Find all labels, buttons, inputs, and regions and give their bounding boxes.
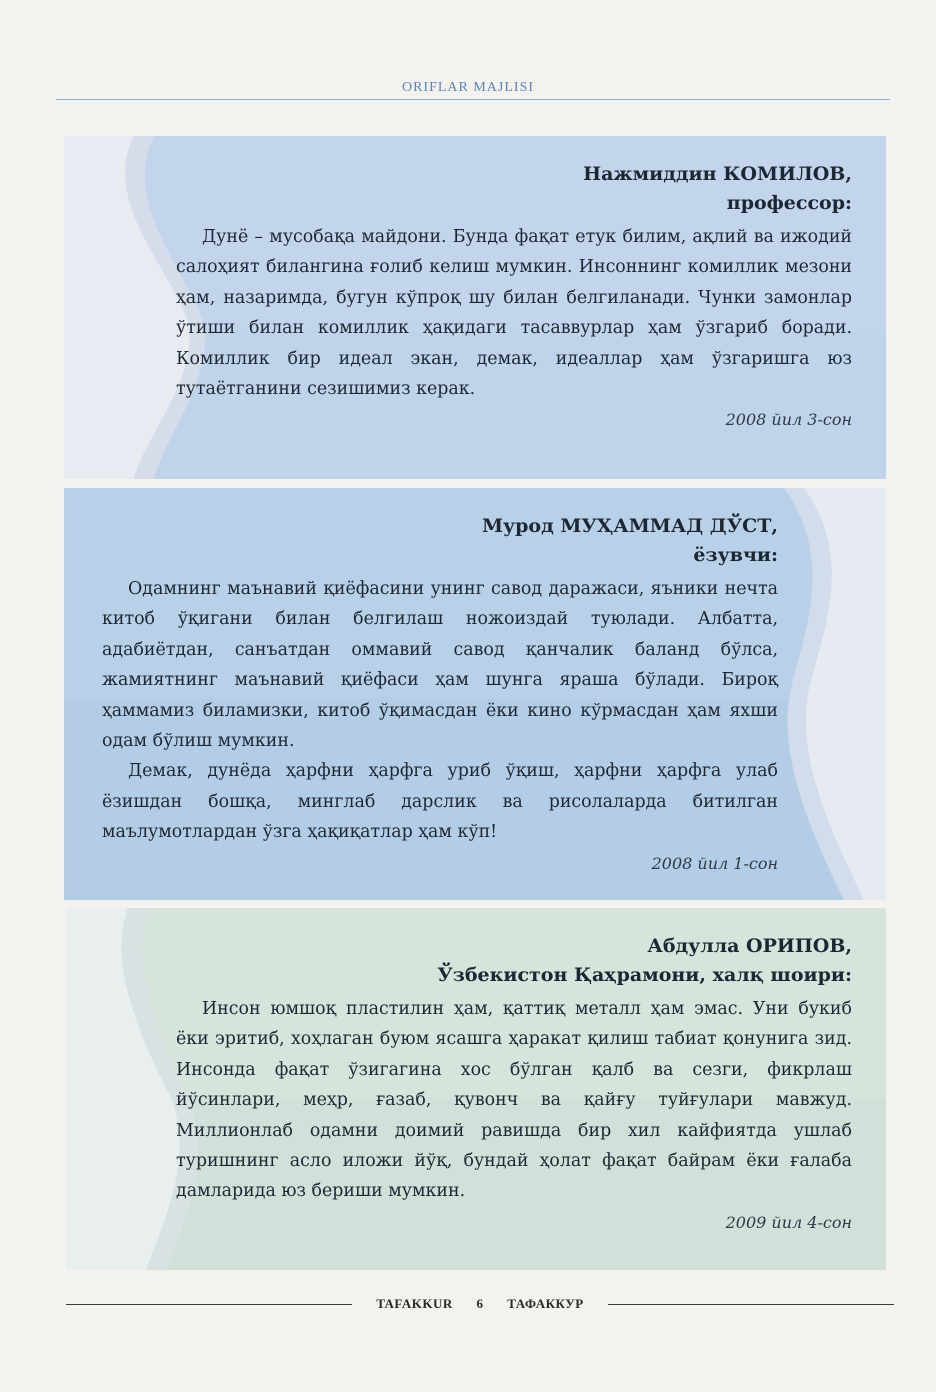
quote-text [176, 222, 852, 404]
quote-panel-komilov [64, 136, 886, 479]
footer-rule-right [608, 1304, 894, 1305]
footer [352, 1296, 608, 1312]
footer-title-cyrillic: ТАФАККУР [507, 1296, 584, 1311]
author-role: ёзувчи: [693, 544, 778, 566]
author-name: Мурод МУҲАММАД ДЎСТ, [481, 515, 778, 537]
footer-rule-left [66, 1304, 352, 1305]
running-head: ORIFLAR MAJLISI [401, 80, 535, 95]
quote-text [102, 574, 778, 848]
author-name: Нажмиддин КОМИЛОВ, [583, 163, 852, 185]
author-role: профессор: [726, 192, 852, 214]
quote-content [176, 932, 852, 1232]
quote-paragraph: Демак, дунёда ҳарфни ҳарфга уриб ўқиш, ҳарфни ҳарфга улаб ёзишдан бошқа, минглаб дарслик ва рисолаларда битилган маълумотлардан ўзга ҳақиқатлар ҳам кўп! [102, 761, 778, 843]
source-citation: 2008 йил 1-сон [651, 853, 778, 873]
source-citation: 2009 йил 4-сон [725, 1212, 852, 1232]
quote-panel-oripov [66, 908, 886, 1270]
quote-paragraph: Дунё – мусобақа майдони. Бунда фақат етук билим, ақлий ва ижодий салоҳият билангина ғолиб келиш мумкин. Инсоннинг комиллик мезони ҳам, назаримда, бугун кўпроқ шу билан белгиланади. Чунки замонлар ўтиши билан комиллик ҳақидаги тасаввурлар ҳам ўзгариб боради. Комиллик бир идеал экан, демак, идеаллар ҳам ўзгаришга юз тутаётганини сезишимиз керак. [176, 227, 852, 400]
header-rule [56, 99, 890, 100]
quote-content [102, 512, 778, 873]
author-role: Ўзбекистон Қаҳрамони, халқ шоири: [437, 964, 852, 986]
page-number: 6 [476, 1296, 484, 1311]
quote-paragraph: Одамнинг маънавий қиёфасини унинг савод даражаси, яъники нечта китоб ўқигани билан белгилаш ножоиздай туюлади. Албатта, адабиётдан, санъатдан оммавий савод қанчалик баланд бўлса, жамиятнинг маънавий қиёфаси ҳам шунга яраша бўлади. Бироқ ҳаммамиз биламизки, китоб ўқимасдан ёки кино кўрмасдан ҳам яхши одам бўлиш мумкин. [102, 579, 778, 752]
source-citation: 2008 йил 3-сон [725, 410, 852, 430]
author-name: Абдулла ОРИПОВ, [647, 935, 852, 957]
quote-content [176, 160, 852, 429]
quote-panel-muhammad-dust [64, 488, 886, 900]
footer-title-latin: TAFAKKUR [376, 1296, 453, 1311]
quote-paragraph: Инсон юмшоқ пластилин ҳам, қаттиқ металл ҳам эмас. Уни букиб ёки эритиб, хоҳлаган буюм ясашга ҳаракат қилиш табиат қонунига зид. Инсонда фақат ўзигагина хос бўлган қалб ва сезги, фикрлаш йўсинлари, меҳр, ғазаб, қувонч ва қайғу туйғулари мавжуд. Миллионлаб одамни доимий равишда бир хил кайфиятда ушлаб туришнинг асло иложи йўқ, бундай ҳолат фақат байрам ёки ғалаба дамларида юз бериши мумкин. [176, 999, 852, 1202]
quote-text [176, 994, 852, 1207]
